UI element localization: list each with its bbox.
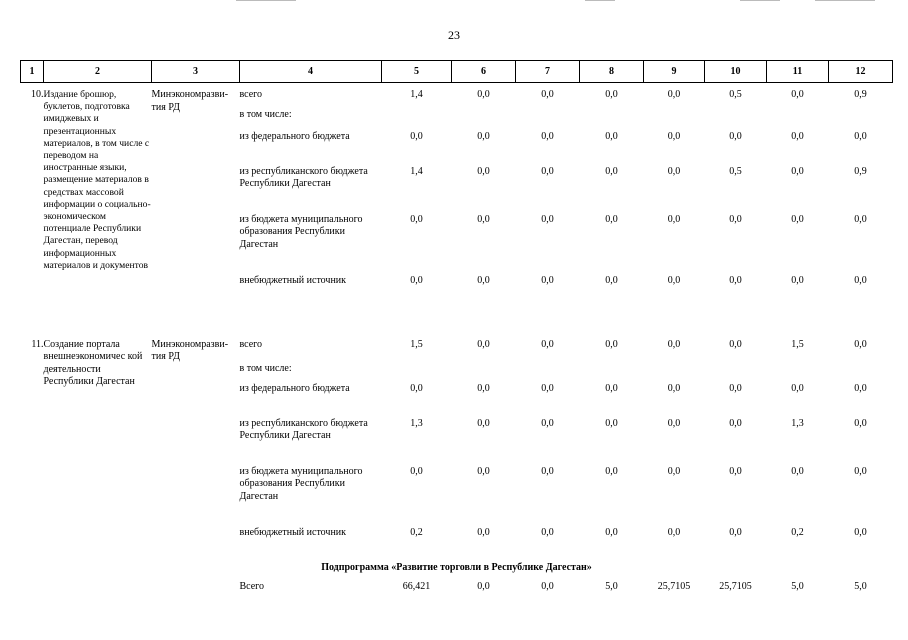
- value-cell: 0,0: [541, 165, 554, 177]
- subprogram-row: [21, 557, 893, 581]
- item-number: 11.: [31, 338, 44, 350]
- value-cell: 0,0: [605, 274, 618, 286]
- value-cell: 0,0: [854, 526, 867, 538]
- value-cell: 0,0: [729, 338, 742, 350]
- value-cell: 0,0: [410, 213, 423, 225]
- value-cell: [382, 363, 452, 383]
- value-cell: [580, 109, 644, 131]
- value-cell: 0,0: [667, 89, 681, 100]
- source-label: всего: [239, 338, 263, 350]
- value-cell: 0,0: [791, 89, 804, 100]
- source-label: в том числе:: [239, 108, 292, 120]
- subprogram-title: Подпрограмма «Развитие торговли в Республике Дагестан»: [321, 562, 592, 574]
- value-cell: [829, 363, 893, 383]
- value-cell: 1,4: [410, 89, 423, 100]
- value-cell: 0,0: [477, 382, 490, 394]
- column-header: 7: [516, 61, 580, 83]
- value-cell: 0,0: [477, 165, 490, 177]
- item-executor: Минэкономразви-тия РД: [151, 338, 229, 362]
- value-cell: 0,0: [541, 382, 554, 394]
- source-label: из бюджета муниципального образования Республики Дагестан: [239, 213, 363, 250]
- value-cell: [516, 363, 580, 383]
- total-value-cell: 5,0: [791, 580, 804, 592]
- value-cell: 0,0: [729, 213, 742, 225]
- budget-table: [20, 60, 893, 601]
- source-label: из федерального бюджета: [239, 382, 350, 394]
- item-number: 10.: [31, 89, 44, 100]
- source-label: из республиканского бюджета Республики Дагестан: [239, 165, 368, 189]
- value-cell: 0,0: [541, 526, 554, 538]
- item-name: Создание портала внешнеэкономичес кой деятельности Республики Дагестан: [43, 338, 143, 387]
- value-cell: 0,0: [729, 526, 742, 538]
- value-cell: 0,0: [541, 338, 554, 350]
- value-cell: 0,0: [667, 130, 681, 142]
- value-cell: 0,0: [667, 526, 681, 538]
- value-cell: [516, 109, 580, 131]
- value-cell: 0,0: [667, 417, 681, 429]
- value-cell: 0,0: [729, 417, 742, 429]
- value-cell: 0,0: [541, 465, 554, 477]
- column-header: 5: [382, 61, 452, 83]
- value-cell: 0,0: [605, 465, 618, 477]
- total-label: Всего: [239, 580, 265, 592]
- value-cell: 0,0: [477, 130, 490, 142]
- value-cell: 0,0: [605, 89, 618, 100]
- total-value-cell: 0,0: [541, 580, 554, 592]
- source-label: из бюджета муниципального образования Республики Дагестан: [239, 465, 363, 502]
- value-cell: 1,5: [791, 338, 804, 350]
- column-header: 9: [644, 61, 705, 83]
- value-cell: 0,0: [410, 130, 423, 142]
- column-header: 2: [44, 61, 152, 83]
- value-cell: 1,3: [791, 417, 804, 429]
- scan-artifact-line: [236, 0, 296, 1]
- value-cell: 0,0: [729, 382, 742, 394]
- header-row: [21, 61, 893, 83]
- value-cell: 0,0: [667, 274, 681, 286]
- value-cell: 0,0: [477, 338, 490, 350]
- value-cell: 0,0: [541, 130, 554, 142]
- source-label: внебюджетный источник: [239, 526, 347, 538]
- value-cell: [382, 109, 452, 131]
- value-cell: 0,0: [605, 526, 618, 538]
- value-cell: 0,0: [854, 465, 867, 477]
- total-value-cell: 25,7105: [657, 580, 691, 592]
- source-label: в том числе:: [239, 362, 292, 374]
- value-cell: 0,9: [854, 89, 867, 100]
- total-value-cell: 5,0: [854, 580, 867, 592]
- page-number: 23: [448, 28, 460, 42]
- value-cell: 0,0: [477, 213, 490, 225]
- value-cell: [767, 363, 829, 383]
- column-header: 10: [705, 61, 767, 83]
- value-cell: 0,0: [541, 274, 554, 286]
- value-cell: 0,0: [477, 417, 490, 429]
- value-cell: 0,0: [854, 213, 867, 225]
- subprogram-total-row: [21, 581, 893, 601]
- value-cell: 1,3: [410, 417, 423, 429]
- value-cell: 1,5: [410, 338, 423, 350]
- value-cell: 0,2: [410, 526, 423, 538]
- value-cell: 0,0: [729, 465, 742, 477]
- source-label: из федерального бюджета: [239, 130, 350, 142]
- column-header: 11: [767, 61, 829, 83]
- value-cell: 0,0: [791, 130, 804, 142]
- table-row: [21, 83, 893, 109]
- value-cell: 0,0: [667, 165, 681, 177]
- value-cell: 0,0: [605, 165, 618, 177]
- total-value-cell: 25,7105: [719, 580, 752, 592]
- value-cell: 0,0: [791, 382, 804, 394]
- value-cell: 0,0: [477, 89, 490, 100]
- value-cell: 0,0: [541, 417, 554, 429]
- column-header: 12: [829, 61, 893, 83]
- value-cell: 0,0: [791, 165, 804, 177]
- value-cell: [644, 363, 705, 383]
- value-cell: 0,0: [667, 338, 681, 350]
- source-label: внебюджетный источник: [239, 274, 347, 286]
- value-cell: 0,0: [410, 465, 423, 477]
- value-cell: 0,0: [477, 526, 490, 538]
- column-header: 8: [580, 61, 644, 83]
- value-cell: 0,5: [729, 89, 742, 100]
- value-cell: 0,0: [667, 382, 681, 394]
- value-cell: [580, 363, 644, 383]
- value-cell: 0,0: [410, 382, 423, 394]
- source-label: всего: [239, 89, 263, 100]
- column-header: 1: [21, 61, 44, 83]
- scan-artifact-line: [740, 0, 780, 1]
- value-cell: 0,0: [854, 338, 867, 350]
- value-cell: 0,0: [541, 89, 554, 100]
- value-cell: [829, 109, 893, 131]
- value-cell: [644, 109, 705, 131]
- scan-artifact-line: [585, 0, 615, 1]
- scan-artifact-line: [815, 0, 875, 1]
- total-value-cell: 5,0: [605, 580, 618, 592]
- value-cell: 0,0: [854, 382, 867, 394]
- column-header: 4: [240, 61, 382, 83]
- value-cell: 0,0: [477, 465, 490, 477]
- value-cell: 0,0: [791, 465, 804, 477]
- value-cell: 0,0: [605, 417, 618, 429]
- value-cell: 0,0: [605, 213, 618, 225]
- value-cell: [705, 109, 767, 131]
- item-name: Издание брошюр, буклетов, подготовка имиджевых и презентационных материалов, в том числе с переводом на иностранные языки, размещение материалов в средствах массовой информации о социально-экономическом потенциале Республики Дагестан, перевод информационных материалов и документов: [43, 89, 151, 271]
- value-cell: [705, 363, 767, 383]
- value-cell: 0,0: [854, 130, 867, 142]
- value-cell: 0,0: [729, 274, 742, 286]
- total-value-cell: 66,421: [402, 580, 431, 592]
- value-cell: 0,0: [791, 274, 804, 286]
- value-cell: 0,0: [605, 338, 618, 350]
- value-cell: 0,0: [541, 213, 554, 225]
- value-cell: 0,0: [605, 130, 618, 142]
- value-cell: 0,9: [854, 165, 867, 177]
- value-cell: 1,4: [410, 165, 423, 177]
- value-cell: [452, 109, 516, 131]
- item-executor: Минэкономразви-тия РД: [151, 89, 229, 113]
- value-cell: 0,0: [605, 382, 618, 394]
- source-label: из республиканского бюджета Республики Дагестан: [239, 417, 368, 441]
- value-cell: 0,0: [667, 213, 681, 225]
- column-header: 3: [152, 61, 240, 83]
- column-header: 6: [452, 61, 516, 83]
- value-cell: 0,0: [791, 213, 804, 225]
- value-cell: 0,0: [729, 130, 742, 142]
- value-cell: 0,0: [854, 274, 867, 286]
- value-cell: 0,0: [854, 417, 867, 429]
- value-cell: 0,5: [729, 165, 742, 177]
- value-cell: 0,2: [791, 526, 804, 538]
- total-value-cell: 0,0: [477, 580, 490, 592]
- value-cell: [767, 109, 829, 131]
- value-cell: [452, 363, 516, 383]
- value-cell: 0,0: [667, 465, 681, 477]
- value-cell: 0,0: [410, 274, 423, 286]
- value-cell: 0,0: [477, 274, 490, 286]
- table-row: [21, 339, 893, 363]
